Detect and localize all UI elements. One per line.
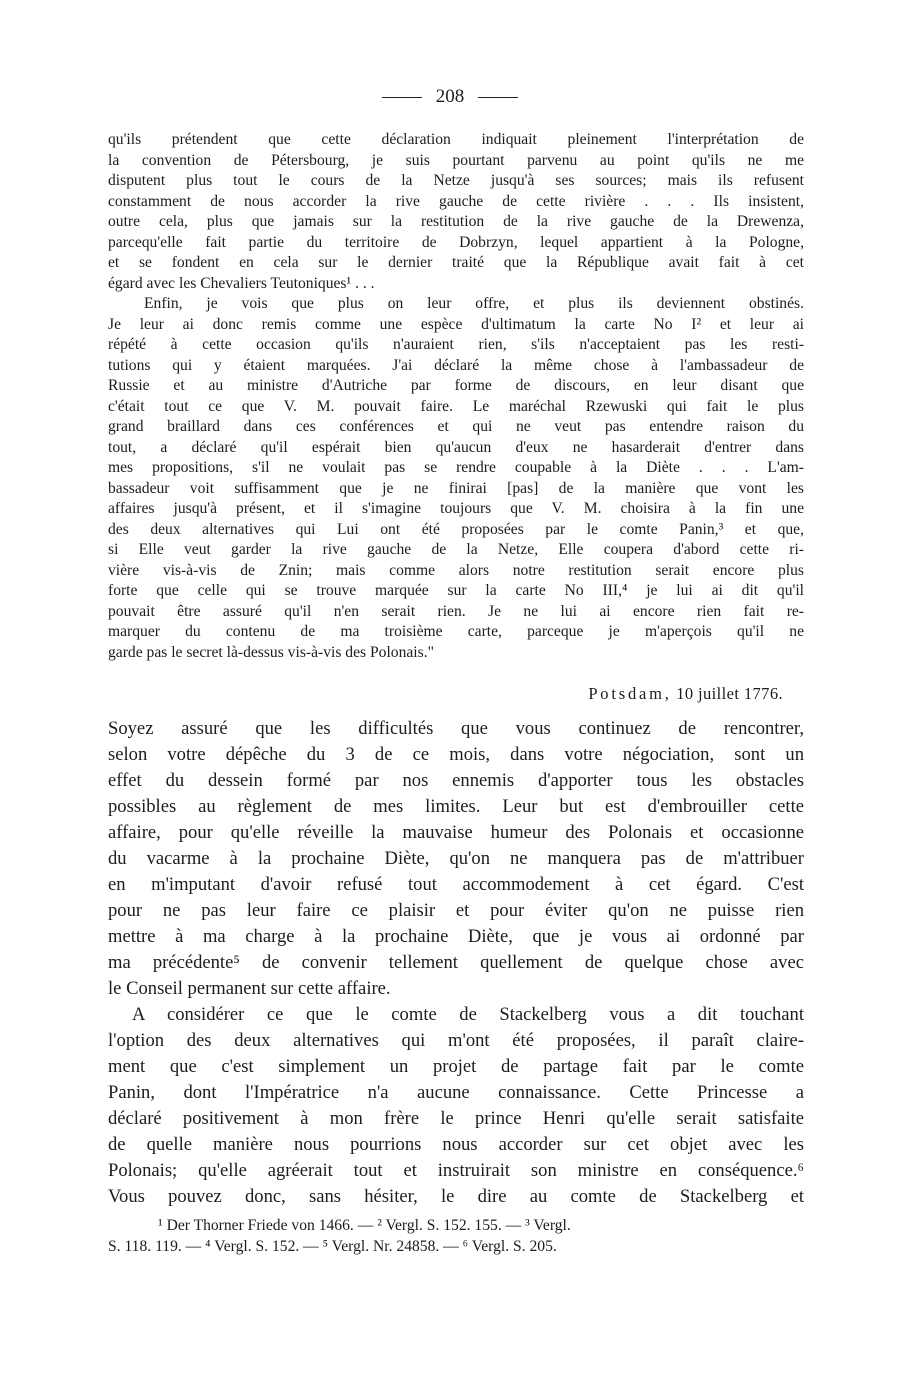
letter-line: mettre à ma charge à la prochaine Diète, que je vous ai ordonné par	[108, 926, 804, 947]
quote-line: des deux alternatives qui Lui ont été proposées par le comte Panin,³ et que,	[108, 520, 804, 538]
letter-line: de quelle manière nous pourrions nous accorder sur cet objet avec les	[108, 1134, 804, 1155]
quote-line: répété à cette occasion qu'ils n'auraient rien, s'ils n'acceptaient pas les resti-	[108, 336, 804, 353]
quote-line: tutions qui y étaient marquées. J'ai déclaré la même chose à l'ambassadeur de	[108, 356, 804, 374]
header-dash-right	[478, 97, 518, 98]
letter-line: Panin, dont l'Impératrice n'a aucune connaissance. Cette Princesse a	[108, 1082, 804, 1103]
letter-line: Soyez assuré que les difficultés que vous continuez de rencontrer,	[108, 718, 804, 739]
quote-line: constamment de nous accorder la rive gauche de cette rivière . . . Ils insistent,	[108, 192, 804, 210]
header-dash-left	[382, 97, 422, 98]
quote-line: forte que celle qui se trouve marquée sur la carte No III,⁴ je lui ai dit qu'il	[108, 582, 804, 599]
quote-line: qu'ils prétendent que cette déclaration indiquait pleinement l'interprétation de	[108, 131, 804, 148]
quote-line: disputent plus tout le cours de la Netze jusqu'à ses sources; mais ils refusent	[108, 172, 804, 189]
quote-line: et se fondent en cela sur le dernier traité que la République avait fait à cet	[108, 254, 804, 271]
page-number: 208	[435, 86, 465, 107]
quote-line: la convention de Pétersbourg, je suis pourtant parvenu au point qu'ils ne me	[108, 151, 804, 169]
letter-line: A considérer ce que le comte de Stackelberg vous a dit touchant	[132, 1004, 804, 1025]
letter-line: selon votre dépêche du 3 de ce mois, dans votre négociation, sont un	[108, 744, 804, 765]
page-header	[0, 86, 900, 108]
quote-line: égard avec les Chevaliers Teutoniques¹ . . .	[108, 274, 375, 292]
quote-line: Russie et au ministre d'Autriche par forme de discours, en leur disant que	[108, 377, 804, 394]
footnote-line: S. 118. 119. — ⁴ Vergl. S. 152. — ⁵ Vergl. Nr. 24858. — ⁶ Vergl. S. 205.	[108, 1238, 557, 1255]
letter-line: déclaré positivement à mon frère le prince Henri qu'elle serait satisfaite	[108, 1108, 804, 1129]
quote-line: c'était tout ce que V. M. pouvait faire. Le maréchal Rzewuski qui fait le plus	[108, 397, 804, 415]
quote-line: outre cela, plus que jamais sur la restitution de la rive gauche de la Drewenza,	[108, 213, 804, 230]
quote-line: garde pas le secret là-dessus vis-à-vis des Polonais."	[108, 643, 434, 661]
quote-line: pouvait être assuré qu'il n'en serait rien. Je ne lui ai encore rien fait re-	[108, 602, 804, 620]
quote-line: mes propositions, s'il ne voulait pas se rendre coupable à la Diète . . . L'am-	[108, 459, 804, 476]
dateline-place: Potsdam,	[588, 684, 672, 703]
letter-line: ma précédente⁵ de convenir tellement quellement de quelque chose avec	[108, 952, 804, 973]
dateline-date: 10 juillet 1776.	[676, 684, 783, 703]
footnote-line: ¹ Der Thorner Friede von 1466. — ² Vergl. S. 152. 155. — ³ Vergl.	[158, 1217, 571, 1234]
quote-line: grand braillard dans ces conférences et qui ne veut pas entendre raison du	[108, 418, 804, 435]
letter-line: ment que c'est simplement un projet de partage fait par le comte	[108, 1056, 804, 1077]
quote-line: si Elle veut garder la rive gauche de la Netze, Elle coupera d'abord cette ri-	[108, 541, 804, 558]
quote-line: parcequ'elle fait partie du territoire de Dobrzyn, lequel appartient à la Pologne,	[108, 233, 804, 251]
letter-line: possibles au règlement de mes limites. Leur but est d'embrouiller cette	[108, 796, 804, 817]
footnotes	[108, 1215, 808, 1257]
quote-line: bassadeur voit suffisamment que je ne finirai [pas] de la manière que vont les	[108, 479, 804, 497]
letter-line: l'option des deux alternatives qui m'ont été proposées, il paraît claire-	[108, 1030, 804, 1051]
letter-line: pour ne pas leur faire ce plaisir et pour éviter qu'on ne puisse rien	[108, 900, 804, 921]
quote-line: marquer du contenu de ma troisième carte, parceque je m'aperçois qu'il ne	[108, 623, 804, 640]
letter-line: Vous pouvez donc, sans hésiter, le dire au comte de Stackelberg et	[108, 1186, 804, 1207]
quoted-report	[108, 130, 804, 663]
quote-line: tout, a déclaré qu'il espérait bien qu'aucun d'eux ne hasarderait d'entrer dans	[108, 438, 804, 456]
letter-line: affaire, pour qu'elle réveille la mauvaise humeur des Polonais et occasionne	[108, 822, 804, 843]
quote-line: vière vis-à-vis de Znin; mais comme alors notre restitution serait encore plus	[108, 561, 804, 579]
quote-line: affaires jusqu'à présent, et il s'imagine toujours que V. M. choisira à la fin une	[108, 500, 804, 517]
letter-line: effet du dessein formé par nos ennemis d'apporter tous les obstacles	[108, 770, 804, 791]
letter-line: en m'imputant d'avoir refusé tout accommodement à cet égard. C'est	[108, 874, 804, 895]
quote-line: Enfin, je vois que plus on leur offre, et plus ils deviennent obstinés.	[144, 295, 804, 312]
letter-line: du vacarme à la prochaine Diète, qu'on ne manquera pas de m'attribuer	[108, 848, 804, 869]
dateline	[588, 684, 783, 704]
quote-line: Je leur ai donc remis comme une espèce d'ultimatum la carte No I² et leur ai	[108, 315, 804, 333]
letter-line: Polonais; qu'elle agréerait tout et instruirait son ministre en conséquence.⁶	[108, 1160, 804, 1181]
letter-line: le Conseil permanent sur cette affaire.	[108, 978, 391, 999]
letter-body	[108, 716, 804, 1210]
